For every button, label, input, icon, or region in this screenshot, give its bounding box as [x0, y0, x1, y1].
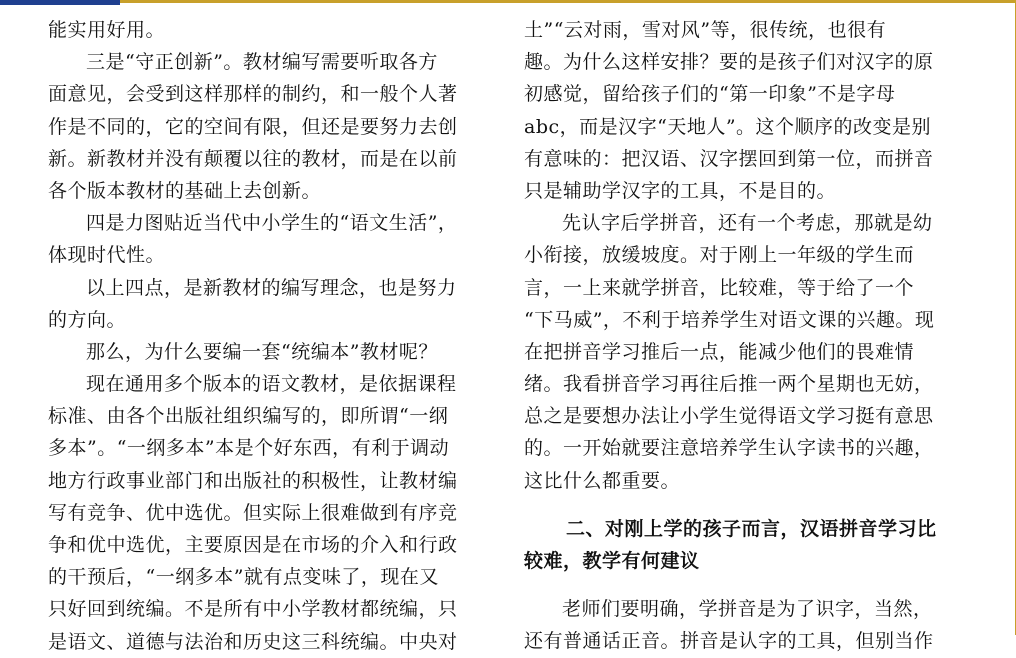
text-line: 新。新教材并没有颠覆以往的教材，而是在以前 [48, 147, 458, 170]
text-line: 标准、由各个出版社组织编写的，即所谓“一纲 [48, 405, 449, 428]
text-line: 只是辅助学汉字的工具，不是目的。 [524, 179, 837, 202]
right-column [524, 14, 964, 657]
text-line: 的方向。 [48, 308, 127, 331]
text-line: 的干预后，“一纲多本”就有点变味了，现在又 [48, 566, 439, 589]
text-line: 多本”。“一纲多本”本是个好东西，有利于调动 [48, 437, 450, 460]
text-line: 各个版本教材的基础上去创新。 [48, 179, 322, 202]
right-column-body-top [524, 14, 964, 497]
section-heading-line: 二、对刚上学的孩子而言，汉语拼音学习比 [566, 517, 937, 540]
text-line: 作是不同的，它的空间有限，但还是要努力去创 [48, 115, 458, 138]
text-line: 地方行政事业部门和出版社的积极性，让教材编 [48, 469, 458, 492]
text-line: 那么，为什么要编一套“统编本”教材呢？ [86, 340, 438, 363]
text-line: 能实用好用。 [48, 19, 166, 41]
left-column [48, 14, 484, 658]
text-line: 的。一开始就要注意培养学生认字读书的兴趣， [524, 437, 934, 460]
text-line: 四是力图贴近当代中小学生的“语文生活”， [86, 212, 458, 235]
text-line: 是语文、道德与法治和历史这三科统编。中央对 [48, 630, 458, 653]
text-line: 以上四点，是新教材的编写理念，也是努力 [86, 276, 457, 299]
right-column-body-bottom [524, 593, 964, 657]
text-line: 写有竞争、优中选优。但实际上很难做到有序竞 [48, 501, 458, 524]
text-line: 这比什么都重要。 [524, 469, 681, 492]
text-line: 初感觉，留给孩子们的“第一印象”不是字母 [524, 83, 896, 106]
section-gap [524, 577, 964, 593]
text-line: 言，一上来就学拼音，比较难，等于给了一个 [524, 276, 915, 299]
text-line: “下马威”，不利于培养学生对语文课的兴趣。现 [524, 308, 935, 331]
text-line: 面意见，会受到这样那样的制约，和一般个人著 [48, 83, 458, 106]
text-line: 还有普通话正音。拼音是认字的工具，但别当作 [524, 630, 934, 652]
page-top-accent [0, 0, 120, 5]
text-line: 有意味的：把汉语、汉字摆回到第一位，而拼音 [524, 147, 934, 170]
text-line: 土”“云对雨，雪对风”等，很传统，也很有 [524, 19, 887, 41]
text-line: 趣。为什么这样安排？要的是孩子们对汉字的原 [524, 51, 934, 74]
text-line: abc，而是汉字“天地人”。这个顺序的改变是别 [524, 115, 932, 138]
text-line: 总之是要想办法让小学生觉得语文学习挺有意思 [524, 405, 934, 428]
text-line: 现在通用多个版本的语文教材，是依据课程 [86, 373, 457, 396]
text-line: 小衔接，放缓坡度。对于刚上一年级的学生而 [524, 244, 915, 267]
text-line: 先认字后学拼音，还有一个考虑，那就是幼 [562, 212, 933, 235]
text-line: 三是“守正创新”。教材编写需要听取各方 [86, 51, 438, 74]
text-line: 在把拼音学习推后一点，能减少他们的畏难情 [524, 340, 915, 363]
text-line: 绪。我看拼音学习再往后推一两个星期也无妨， [524, 373, 934, 396]
text-line: 争和优中选优，主要原因是在市场的介入和行政 [48, 534, 458, 556]
section-heading-line: 较难，教学有何建议 [524, 549, 700, 572]
section-gap [524, 497, 964, 513]
text-line: 只好回到统编。不是所有中小学教材都统编，只 [48, 598, 458, 621]
text-line: 老师们要明确，学拼音是为了识字，当然， [562, 597, 933, 620]
text-line: 体现时代性。 [48, 244, 166, 267]
page-top-border [0, 0, 1016, 3]
section-heading [524, 513, 964, 577]
